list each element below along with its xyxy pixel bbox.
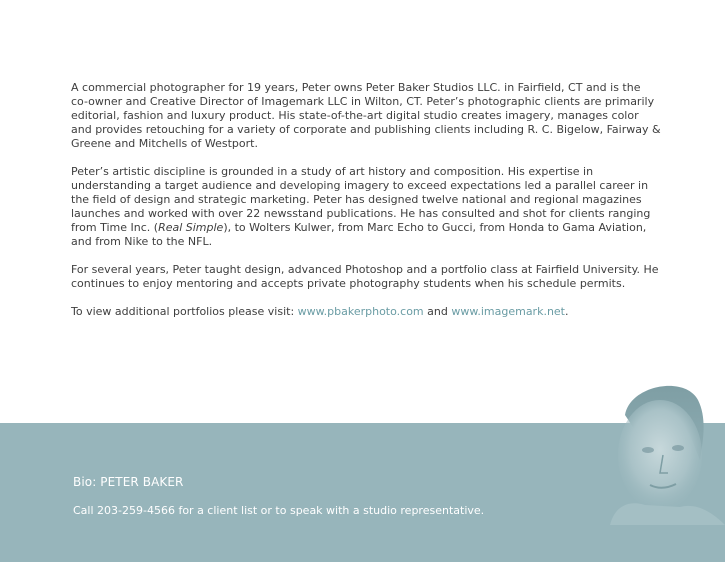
footer-contact: Call 203-259-4566 for a client list or to speak with a studio representative. (73, 504, 485, 517)
bio-paragraph-1: A commercial photographer for 19 years, Peter owns Peter Baker Studios LLC. in Fairfield, CT and is the co-owner and Creative Director of Imagemark LLC in Wilton, CT. Peter’s photographic clients are primarily editorial, fashion and luxury product. His state-of-the-art digital studio creates imagery, manages color and provides retouching for a variety of corporate and publishing clients including R. C. Bigelow, Fairway & Greene and Mitchells of Westport. (71, 81, 661, 150)
imagemark-link[interactable]: www.imagemark.net (451, 305, 565, 318)
bio-paragraph-2 (71, 165, 661, 249)
real-simple-title: Real Simple (158, 221, 224, 234)
bio-paragraph-2-end: ), to Wolters Kulwer, from Marc Echo to Gucci, from Honda to Gama Aviation, and from Nike to the NFL. (71, 221, 647, 248)
bio-paragraph-3: For several years, Peter taught design, advanced Photoshop and a portfolio class at Fairfield University. He continues to enjoy mentoring and accepts private photography students when his schedule permits. (71, 263, 659, 290)
portfolio-links-lead: To view additional portfolios please visit: (71, 305, 298, 318)
footer-title: Bio: PETER BAKER (73, 475, 184, 489)
bio-text (71, 81, 661, 333)
portfolio-links-and: and (423, 305, 452, 318)
bio-paragraph-2-start: Peter’s artistic discipline is grounded in a study of art history and composition. His expertise in understanding a target audience and developing imagery to exceed expectations led a parallel career in the field of design and strategic marketing. Peter has designed twelve national and regional magazines launches and worked with over 22 newsstand publications. He has consulted and shot for clients ranging from Time Inc. ( (71, 165, 651, 234)
pbakerphoto-link[interactable]: www.pbakerphoto.com (297, 305, 424, 318)
portfolio-links-line (71, 305, 661, 319)
portfolio-links-end: . (565, 305, 569, 318)
portrait-photo (590, 375, 725, 525)
